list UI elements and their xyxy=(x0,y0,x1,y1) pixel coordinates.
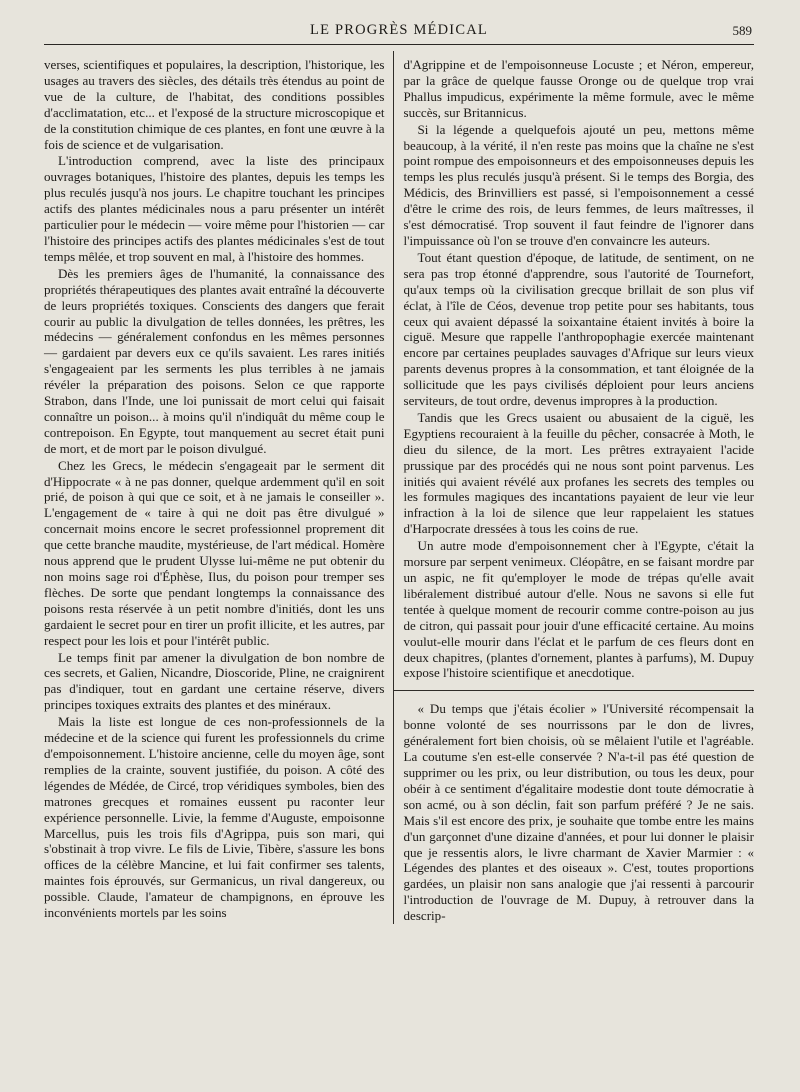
left-column xyxy=(44,57,393,924)
paragraph: verses, scientifiques et populaires, la description, l'historique, les usages au travers des siècles, des détails très étendus au point de vue de la culture, de l'habitat, des conditions possibles d'acclimatation, etc... et l'exposé de la structure microscopique et de la constitution chimique de ces plantes, en font une œuvre à la fois de science et de vulgarisation. xyxy=(44,57,385,152)
paragraph: Tandis que les Grecs usaient ou abusaient de la ciguë, les Egyptiens recouraient à la feuille du pêcher, consacrée à Moth, le dieu du silence, de la mort. Les prêtres extrayaient l'acide prussique par des procédés qui ne nous sont point parvenus. Les initiés qui avaient révélé aux profanes les secrets des temples ou les formules magiques des incantations payaient de leur vie leur infraction à la loi de silence que leur rappelaient les statues d'Harpocrate dressées à tous les coins de rue. xyxy=(403,409,755,537)
paragraph: « Du temps que j'étais écolier » l'Université récompensait la bonne volonté de ses nourrissons par le don de livres, généralement fort bien choisis, où se mêlaient l'utile et l'agréable. La coutume s'en est-elle conservée ? N'a-t-il pas été question de supprimer ou les prix, ou leur distribution, ou tous les deux, pour obéir à ce sentiment d'égalitaire modestie dont toute démocratie à son acmé, ou à son déclin, fait son parfum préféré ? Je ne sais. Mais s'il est encore des prix, je souhaite que tombe entre les mains d'un garçonnet d'une dizaine d'années, et pour lui donner le plaisir que je ressentis alors, le livre charmant de Xavier Marmier : « Légendes des plantes et des oiseaux ». C'est, toutes proportions gardées, un plaisir non sans analogie que j'ai ressenti à parcourir l'introduction de l'ouvrage de M. Dupuy, à retrouver dans la descrip- xyxy=(403,701,755,924)
paragraph: Dès les premiers âges de l'humanité, la connaissance des propriétés thérapeutiques des plantes avait entraîné la découverte de leurs propriétés toxiques. Conscients des dangers que ferait courir au public la divulgation de telles données, les prêtres, les médecins — généralement confondus en les mêmes personnes — gardaient par devers eux ce qu'ils savaient. Les rares initiés s'engageaient par les serments les plus terribles à ne jamais révéler la préparation des poisons. Selon ce que rapporte Strabon, dans l'Inde, une loi punissait de mort celui qui faisait connaître un poison... à moins qu'il n'indiquât du même coup le contrepoison. En Egypte, tout manquement au secret était puni de mort, et de mort par le poison divulgué. xyxy=(44,265,385,456)
paragraph: Mais la liste est longue de ces non-professionnels de la médecine et de la science qui furent les professionnels du crime d'empoisonnement. L'histoire ancienne, celle du moyen âge, sont remplies de la crainte, souvent justifiée, du poison. A côté des légendes de Médée, de Circé, trop véridiques symboles, bien des matrones grecques et romaines eussent pu raconter leur expérience personnelle. Livie, la femme d'Auguste, empoisonne Marcellus, puis les trois fils d'Agrippa, puis son mari, qui s'obstinait à trop vivre. Le fils de Livie, Tibère, s'assure les bons offices de la célèbre Mancine, et lui fait confirmer ses talents, maintes fois éprouvés, sur Germanicus, un rival dangereux, ou possible. Claude, l'amateur de champignons, en éprouve les inconvénients mortels par les soins xyxy=(44,714,385,921)
paragraph: Chez les Grecs, le médecin s'engageait par le serment dit d'Hippocrate « à ne pas donner, quelque ardemment qu'il en soit prié, de poison à qui que ce soit, et à ne jamais le conseiller ». L'engagement de « taire à qui ne doit pas être divulgué » concernait moins encore le secret professionnel proprement dit que cette branche maudite, mystérieuse, de l'art médical. Homère nous apprend que le prudent Ulysse lui-même ne put obtenir du non moins sage roi d'Éphèse, Ilus, du poison pour tremper ses flèches. De sorte que pendant longtemps la connaissance des poisons resta réservée à un petit nombre d'initiés, dont les uns gardaient le secret pour en tirer un profit illicite, et les autres, par respect pour les lois et pour l'intérêt public. xyxy=(44,457,385,648)
paragraph: L'introduction comprend, avec la liste des principaux ouvrages botaniques, l'histoire des plantes, depuis les temps les plus reculés jusqu'à nos jours. Le chapitre touchant les principes actifs des plantes médicinales nous a paru présenter un intérêt particulier pour le médecin — voire même pour l'historien — car l'histoire des principes actifs des plantes médicinales s'est de tout temps mêlée, et trop souvent en mal, à l'histoire des hommes. xyxy=(44,153,385,264)
page-number: 589 xyxy=(732,23,752,38)
paragraph: Tout étant question d'époque, de latitude, de sentiment, on ne sera pas trop étonné d'apprendre, sous l'autorité de Tournefort, qu'aux temps où la civilisation grecque brillait de son plus vif éclat, à l'île de Céos, devenue trop petite pour ses habitants, tous ceux qui avaient dépassé la soixantaine étaient invités à boire la ciguë. Mesure que rappelle l'anthropophagie exercée maintenant encore par certaines peuplades sauvages d'Afrique sur leurs vieux parents devenus propres à la consommation, et tant éloignée de la sollicitude que les pays civilisés déploient pour leurs anciens serviteurs, de tout ordre, devenus impropres à la production. xyxy=(403,249,755,409)
paragraph: d'Agrippine et de l'empoisonneuse Locuste ; et Néron, empereur, par la grâce de quelque fausse Oronge ou de quelque trop vrai Phallus impudicus, expérimente la même formule, avec le même succès, sur Britannicus. xyxy=(403,57,755,120)
paragraph: Le temps finit par amener la divulgation de bon nombre de ces secrets, et Galien, Nicandre, Dioscoride, Pline, ne craignirent pas d'indiquer, tout en gardant une certaine réserve, divers principes toxiques extraits des plantes et des minéraux. xyxy=(44,649,385,713)
running-title: LE PROGRÈS MÉDICAL xyxy=(310,22,488,38)
paragraph: Si la légende a quelquefois ajouté un peu, mettons même beaucoup, à la vérité, il n'en reste pas moins que la chaîne ne s'est point rompue des empoisonneurs et des empoisonneuses depuis les temps les plus reculés jusqu'à présent. Si le temps des Borgia, des Médicis, des Brinvilliers est passé, si l'empoisonnement a cessé d'être le crime des rois, de leurs femmes, de leurs maîtresses, il s'est démocratisé. Trop souvent il faut feindre de l'ignorer dans l'impuissance où l'on se trouve d'en convaincre les auteurs. xyxy=(403,121,755,248)
page-header xyxy=(44,20,754,45)
paragraph: Un autre mode d'empoisonnement cher à l'Egypte, c'était la morsure par serpent venimeux. Cléopâtre, en se faisant mordre par un aspic, ne fit qu'employer le mode de trépas qu'elle avait libéralement distribué autour d'elle. Nous ne savons si elle fut tentée à quelque moment de recourir comme contre-poison au jus de citron, qui passait pour jouir d'une efficacité certaine. Au moins voulut-elle mourir dans l'éclat et le parfum de ces fleurs dont en deux chapitres, (plantes d'ornement, plantes à parfums), M. Dupuy expose l'histoire scientifique et anecdotique. xyxy=(403,538,755,681)
right-column xyxy=(394,57,755,924)
two-column-body xyxy=(44,57,754,924)
section-rule xyxy=(394,690,755,691)
